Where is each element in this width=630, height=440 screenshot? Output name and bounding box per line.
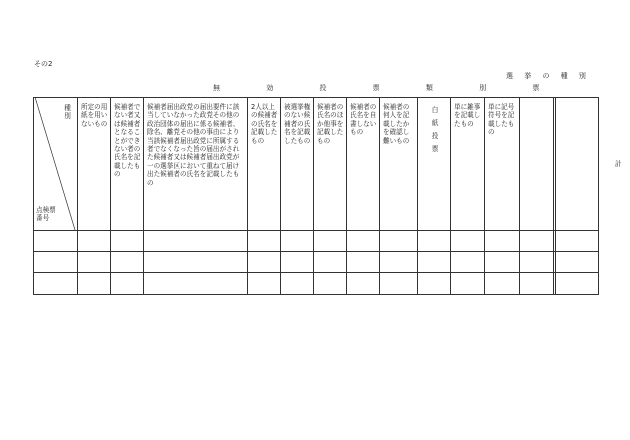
column-header: 候補者の氏名を自書しないもの xyxy=(350,103,377,137)
table-cell[interactable] xyxy=(282,232,311,249)
table-cell[interactable] xyxy=(486,274,517,292)
table-cell[interactable] xyxy=(79,253,108,270)
column-header-blank-ballot: 白紙投票 xyxy=(431,106,439,153)
column-divider xyxy=(77,97,78,295)
table-cell[interactable] xyxy=(315,253,344,270)
column-divider xyxy=(553,97,554,295)
column-divider xyxy=(450,97,451,295)
table-cell[interactable] xyxy=(381,274,415,292)
table-cell[interactable] xyxy=(315,274,344,292)
column-header: 候補者の氏名のほか他事を記載したもの xyxy=(317,103,344,145)
column-divider xyxy=(247,97,248,295)
table-cell[interactable] xyxy=(315,232,344,249)
table-bottom-border xyxy=(33,294,599,295)
table-cell[interactable] xyxy=(555,274,596,292)
table-cell[interactable] xyxy=(381,253,415,270)
table-cell[interactable] xyxy=(348,253,377,270)
table-cell[interactable] xyxy=(145,274,245,292)
table-cell[interactable] xyxy=(419,253,448,270)
table-cell[interactable] xyxy=(35,232,75,249)
column-header: 候補者でない者又は候補者となることができない者の氏名を記載したもの xyxy=(114,103,141,179)
column-header xyxy=(557,103,596,229)
table-cell[interactable] xyxy=(112,232,141,249)
column-divider xyxy=(484,97,485,295)
column-header: 候補者の何人を記載したかを確認し難いもの xyxy=(383,103,410,145)
table-cell[interactable] xyxy=(145,232,245,249)
table-cell[interactable] xyxy=(282,253,311,270)
corner-top-label: 種別 xyxy=(64,104,71,121)
document-label: その2 xyxy=(34,60,53,68)
column-divider xyxy=(379,97,380,295)
column-divider xyxy=(346,97,347,295)
table-cell[interactable] xyxy=(249,253,278,270)
column-header xyxy=(523,103,551,229)
table-cell[interactable] xyxy=(145,253,245,270)
row-divider xyxy=(33,251,599,252)
column-divider xyxy=(519,97,520,295)
table-cell[interactable] xyxy=(555,232,596,249)
column-header: 所定の用紙を用いないもの xyxy=(81,103,108,128)
table-cell[interactable] xyxy=(348,232,377,249)
table-cell[interactable] xyxy=(486,253,517,270)
table-cell[interactable] xyxy=(419,274,448,292)
table-cell[interactable] xyxy=(249,232,278,249)
table-cell[interactable] xyxy=(486,232,517,249)
table-cell[interactable] xyxy=(112,253,141,270)
table-cell[interactable] xyxy=(521,232,551,249)
column-divider xyxy=(417,97,418,295)
table-cell[interactable] xyxy=(35,253,75,270)
table-cell[interactable] xyxy=(79,274,108,292)
table-cell[interactable] xyxy=(79,232,108,249)
table-cell[interactable] xyxy=(452,232,482,249)
table-cell[interactable] xyxy=(521,274,551,292)
table-cell[interactable] xyxy=(381,232,415,249)
corner-bottom-label: 点検票番号 xyxy=(36,206,56,223)
table-cell[interactable] xyxy=(35,274,75,292)
table-cell[interactable] xyxy=(112,274,141,292)
column-divider xyxy=(313,97,314,295)
table-top-border xyxy=(33,97,599,98)
column-header: 単に雑事を記載したもの xyxy=(454,103,481,128)
column-divider xyxy=(143,97,144,295)
table-cell[interactable] xyxy=(348,274,377,292)
column-header-total: 計 xyxy=(615,160,622,168)
row-divider xyxy=(33,272,599,273)
table-cell[interactable] xyxy=(555,253,596,270)
column-divider xyxy=(110,97,111,295)
table-cell[interactable] xyxy=(282,274,311,292)
election-type-label: 選 挙 の 種 別 xyxy=(506,72,591,80)
table-cell[interactable] xyxy=(249,274,278,292)
table-cell[interactable] xyxy=(419,232,448,249)
column-header: 2人以上の候補者の氏名を記載したもの xyxy=(251,103,278,145)
row-divider xyxy=(33,230,599,231)
table-cell[interactable] xyxy=(521,253,551,270)
table-cell[interactable] xyxy=(452,253,482,270)
column-header: 候補者届出政党の届出要件に該当していなかった政党その他の政治団体の届出に係る候補者、除名、離党その他の事由により当該候補者届出政党に所属する者でなくなった旨の届出がされた候補者又は候補者届出政党が一の選挙区において重ねて届け出た候補者の氏名を記載したもの xyxy=(147,103,240,187)
table-title: 無 効 投 票 類 別 票 xyxy=(213,84,562,92)
column-header: 単に記号符号を記載したもの xyxy=(488,103,515,137)
column-header: 被選挙権のない候補者の氏名を記載したもの xyxy=(284,103,311,145)
column-divider xyxy=(280,97,281,295)
table-cell[interactable] xyxy=(452,274,482,292)
table-right-border xyxy=(598,97,599,295)
